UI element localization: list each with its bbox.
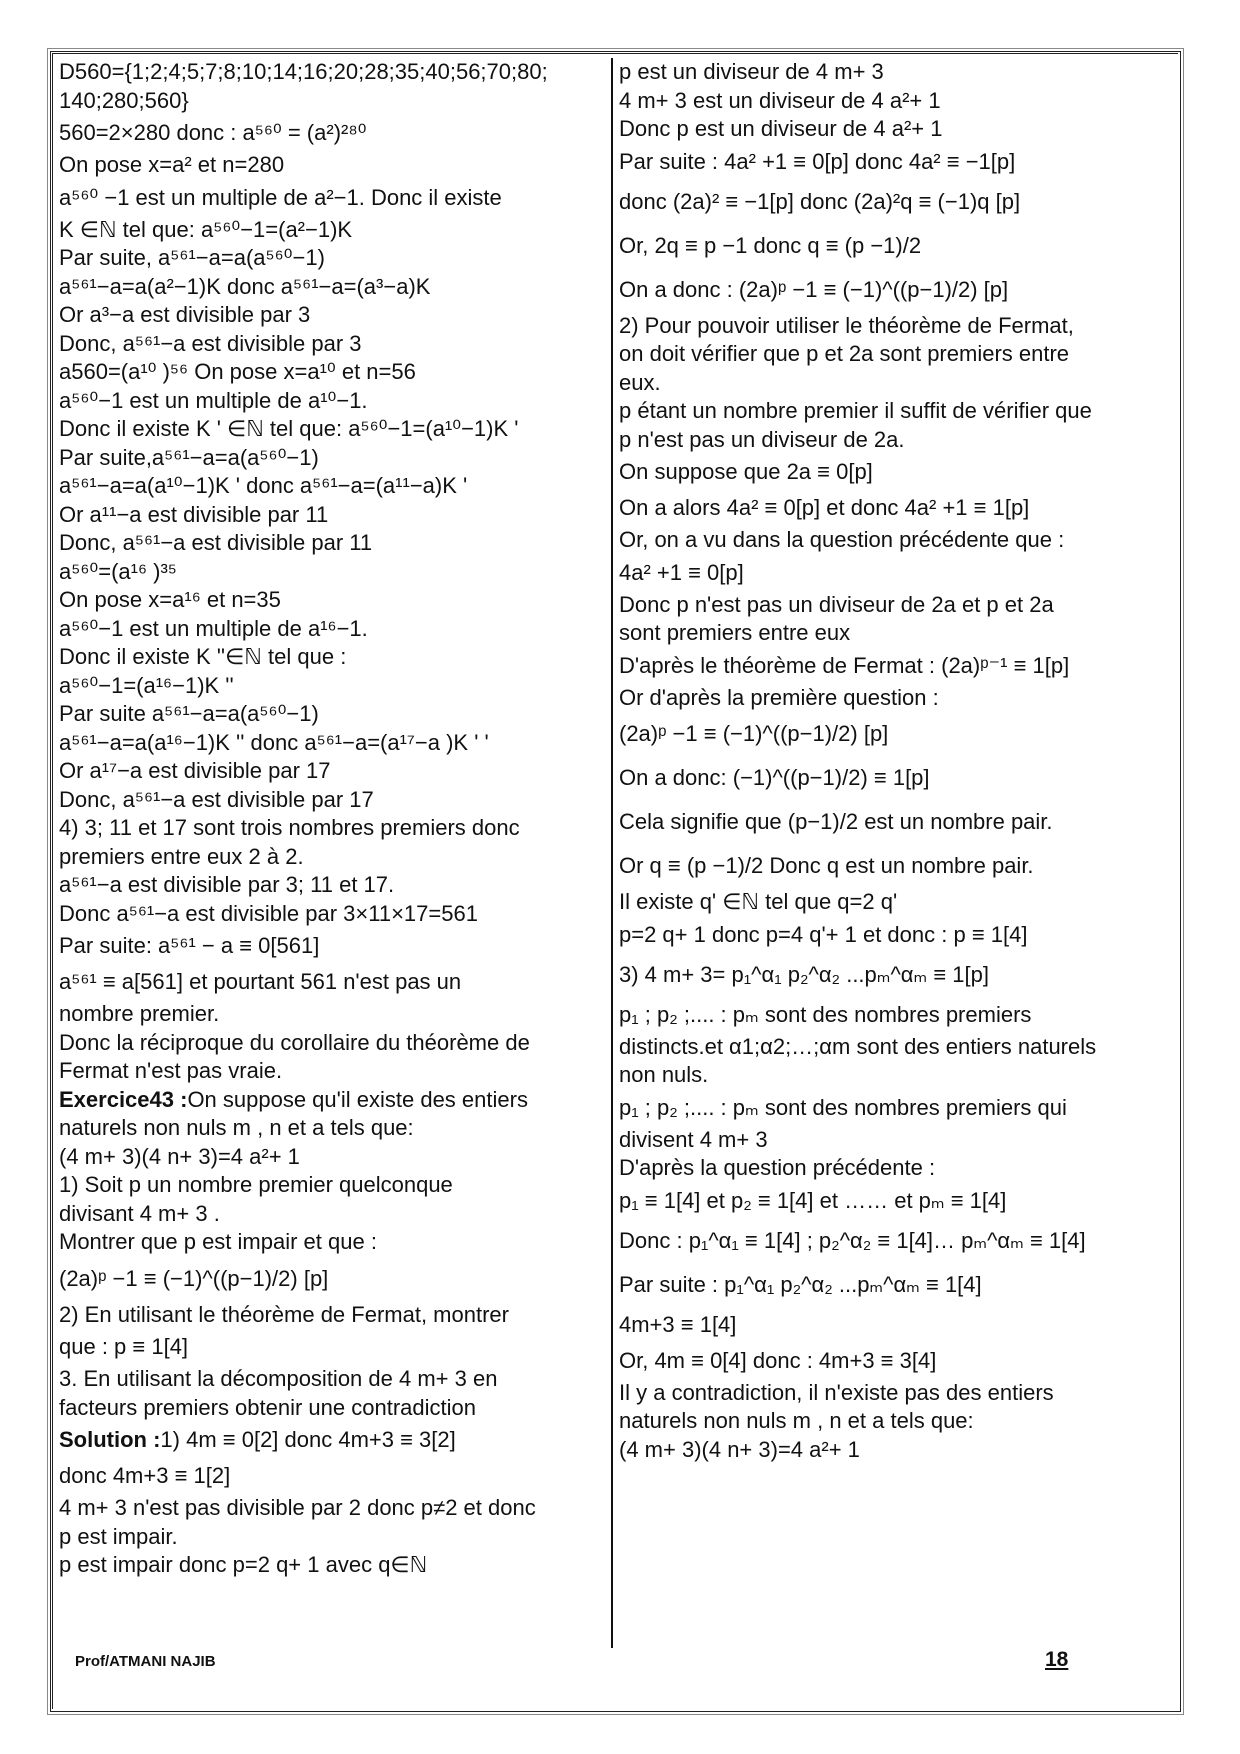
text-line: Par suite : 4a² +1 ≡ 0[p] donc 4a² ≡ −1[p] <box>619 148 1016 174</box>
text-line: Or q ≡ (p −1)/2 Donc q est un nombre pair. <box>619 853 1034 878</box>
page-number: 18 <box>1045 1648 1069 1671</box>
text-line: divisant 4 m+ 3 . <box>59 1200 220 1226</box>
text-line: naturels non nuls m , n et a tels que: <box>59 1115 414 1140</box>
text-line: 2) En utilisant le théorème de Fermat, montrer <box>59 1301 509 1327</box>
text-line: Par suite a⁵⁶¹−a=a(a⁵⁶⁰−1) <box>59 701 319 726</box>
text-line: p est impair donc p=2 q+ 1 avec q∈ℕ <box>59 1552 428 1577</box>
text-line: Donc, a⁵⁶¹−a est divisible par 3 <box>59 330 362 356</box>
text-line: Fermat n'est pas vraie. <box>59 1058 283 1083</box>
text-line: Donc la réciproque du corollaire du théorème de <box>59 1029 530 1055</box>
text-line: 4 m+ 3 est un diviseur de 4 a²+ 1 <box>619 87 941 113</box>
text-line: a⁵⁶⁰−1 est un multiple de a¹⁶−1. <box>59 615 368 641</box>
text-line: Montrer que p est impair et que : <box>59 1229 377 1254</box>
text-line: que : p ≡ 1[4] <box>59 1334 189 1359</box>
text-line: nombre premier. <box>59 1001 220 1026</box>
text-line: 4a² +1 ≡ 0[p] <box>619 559 744 585</box>
text-line: a⁵⁶¹−a=a(a²−1)K donc a⁵⁶¹−a=(a³−a)K <box>59 273 431 299</box>
text-line: a⁵⁶⁰−1 est un multiple de a¹⁰−1. <box>59 387 368 413</box>
formula-line: (2a)ᵖ −1 ≡ (−1)^((p−1)/2) [p] <box>619 721 889 746</box>
text-line: p₁ ≡ 1[4] et p₂ ≡ 1[4] et …… et pₘ ≡ 1[4] <box>619 1187 1007 1213</box>
text-line: (4 m+ 3)(4 n+ 3)=4 a²+ 1 <box>619 1436 860 1462</box>
text-line: Or, on a vu dans la question précédente que : <box>619 527 1065 552</box>
text-line: Donc il existe K ''∈ℕ tel que : <box>59 644 347 669</box>
text-line: On pose x=a¹⁶ et n=35 <box>59 587 281 612</box>
text-line: Donc p est un diviseur de 4 a²+ 1 <box>619 116 943 141</box>
exercise-heading: Exercice43 :On suppose qu'il existe des entiers <box>59 1086 528 1112</box>
text-line: on doit vérifier que p et 2a sont premiers entre <box>619 341 1070 366</box>
text-line: (4 m+ 3)(4 n+ 3)=4 a²+ 1 <box>59 1143 300 1169</box>
text-line: Or d'après la première question : <box>619 684 939 710</box>
text-line: a560=(a¹⁰ )⁵⁶ On pose x=a¹⁰ et n=56 <box>59 359 416 384</box>
text-line: p=2 q+ 1 donc p=4 q'+ 1 et donc : p ≡ 1[4] <box>619 921 1028 947</box>
text-line: Donc a⁵⁶¹−a est divisible par 3×11×17=561 <box>59 900 478 926</box>
text-line: eux. <box>619 369 661 395</box>
text-line: Par suite,a⁵⁶¹−a=a(a⁵⁶⁰−1) <box>59 444 319 470</box>
text-line: On a donc : (2a)ᵖ −1 ≡ (−1)^((p−1)/2) [p] <box>619 276 1009 302</box>
text-line: sont premiers entre eux <box>619 620 851 645</box>
text-line: K ∈ℕ tel que: a⁵⁶⁰−1=(a²−1)K <box>59 216 353 242</box>
text-line: 1) Soit p un nombre premier quelconque <box>59 1172 453 1197</box>
text-line: 4 m+ 3 n'est pas divisible par 2 donc p≠2 et donc <box>59 1495 536 1520</box>
text-line: a⁵⁶¹ ≡ a[561] et pourtant 561 n'est pas un <box>59 969 462 994</box>
text-line: a⁵⁶¹−a=a(a¹⁶−1)K '' donc a⁵⁶¹−a=(a¹⁷−a )K ' ' <box>59 729 489 755</box>
text-line: p étant un nombre premier il suffit de vérifier que <box>619 398 1092 423</box>
column-divider <box>611 58 613 1648</box>
text-line: p₁ ; p₂ ;.... : pₘ sont des nombres premiers qui <box>619 1094 1067 1120</box>
text-line: donc 4m+3 ≡ 1[2] <box>59 1463 231 1488</box>
text-line: Donc p n'est pas un diviseur de 2a et p et 2a <box>619 591 1054 617</box>
text-line: Or, 2q ≡ p −1 donc q ≡ (p −1)/2 <box>619 232 922 258</box>
formula-line: Donc : p₁^α₁ ≡ 1[4] ; p₂^α₂ ≡ 1[4]… pₘ^αₘ ≡ 1[4] <box>619 1227 1086 1253</box>
formula-line: (2a)ᵖ −1 ≡ (−1)^((p−1)/2) [p] <box>59 1265 329 1291</box>
text-line: donc (2a)² ≡ −1[p] donc (2a)²q ≡ (−1)q [p] <box>619 188 1021 214</box>
text-line: Or a¹⁷−a est divisible par 17 <box>59 758 331 783</box>
text-line: 2) Pour pouvoir utiliser le théorème de Fermat, <box>619 312 1074 338</box>
formula-line: On a donc: (−1)^((p−1)/2) ≡ 1[p] <box>619 765 930 790</box>
text-line: Or a¹¹−a est divisible par 11 <box>59 501 329 527</box>
text-line: a⁵⁶¹−a est divisible par 3; 11 et 17. <box>59 872 395 897</box>
text-line: Par suite, a⁵⁶¹−a=a(a⁵⁶⁰−1) <box>59 245 325 270</box>
text-line: 560=2×280 donc : a⁵⁶⁰ = (a²)²⁸⁰ <box>59 120 367 145</box>
text-line: divisent 4 m+ 3 <box>619 1126 768 1152</box>
formula-line: 4m+3 ≡ 1[4] <box>619 1311 737 1337</box>
text-line: On a alors 4a² ≡ 0[p] et donc 4a² +1 ≡ 1[p] <box>619 495 1030 520</box>
text-line: 140;280;560} <box>59 87 189 113</box>
text-line: On suppose que 2a ≡ 0[p] <box>619 459 873 484</box>
solution-heading: Solution :1) 4m ≡ 0[2] donc 4m+3 ≡ 3[2] <box>59 1427 456 1452</box>
text-line: a⁵⁶⁰ −1 est un multiple de a²−1. Donc il existe <box>59 184 502 210</box>
text-line: Par suite: a⁵⁶¹ − a ≡ 0[561] <box>59 933 320 958</box>
text-line: 4) 3; 11 et 17 sont trois nombres premiers donc <box>59 815 520 840</box>
text-line: On pose x=a² et n=280 <box>59 152 285 177</box>
formula-line: Or, 4m ≡ 0[4] donc : 4m+3 ≡ 3[4] <box>619 1347 937 1373</box>
text-line: D'après la question précédente : <box>619 1155 936 1180</box>
text-line: 3. En utilisant la décomposition de 4 m+ 3 en <box>59 1366 498 1391</box>
text-line: Or a³−a est divisible par 3 <box>59 302 311 327</box>
text-line: p n'est pas un diviseur de 2a. <box>619 426 905 452</box>
text-line: a⁵⁶⁰−1=(a¹⁶−1)K '' <box>59 672 234 698</box>
text-line: Il y a contradiction, il n'existe pas des entiers <box>619 1379 1054 1405</box>
text-line: a⁵⁶¹−a=a(a¹⁰−1)K ' donc a⁵⁶¹−a=(a¹¹−a)K ' <box>59 473 468 498</box>
text-line: facteurs premiers obtenir une contradiction <box>59 1394 476 1420</box>
formula-line: 3) 4 m+ 3= p₁^α₁ p₂^α₂ ...pₘ^αₘ ≡ 1[p] <box>619 961 989 987</box>
left-column <box>59 58 604 1580</box>
text-line: naturels non nuls m , n et a tels que: <box>619 1408 974 1433</box>
right-column <box>619 58 1174 1464</box>
text-line: Donc, a⁵⁶¹−a est divisible par 17 <box>59 786 374 812</box>
text-line: premiers entre eux 2 à 2. <box>59 843 304 869</box>
formula-line: Par suite : p₁^α₁ p₂^α₂ ...pₘ^αₘ ≡ 1[4] <box>619 1271 982 1297</box>
text-line: D560={1;2;4;5;7;8;10;14;16;20;28;35;40;56;70;80; <box>59 59 548 84</box>
text-line: Donc, a⁵⁶¹−a est divisible par 11 <box>59 530 373 555</box>
text-line: a⁵⁶⁰=(a¹⁶ )³⁵ <box>59 558 177 584</box>
text-line: Il existe q' ∈ℕ tel que q=2 q' <box>619 889 898 914</box>
text-line: D'après le théorème de Fermat : (2a)ᵖ⁻¹ ≡ 1[p] <box>619 652 1070 678</box>
text-line: Donc il existe K ' ∈ℕ tel que: a⁵⁶⁰−1=(a¹⁰−1)K ' <box>59 416 519 441</box>
text-line: p₁ ; p₂ ;.... : pₘ sont des nombres premiers <box>619 1001 1032 1027</box>
text-line: Cela signifie que (p−1)/2 est un nombre pair. <box>619 809 1053 834</box>
text-line: p est un diviseur de 4 m+ 3 <box>619 59 884 84</box>
text-line: non nuls. <box>619 1062 709 1087</box>
text-line: p est impair. <box>59 1523 178 1549</box>
footer-author: Prof/ATMANI NAJIB <box>75 1653 216 1670</box>
text-line: distincts.et α1;α2;…;αm sont des entiers naturels <box>619 1033 1097 1059</box>
